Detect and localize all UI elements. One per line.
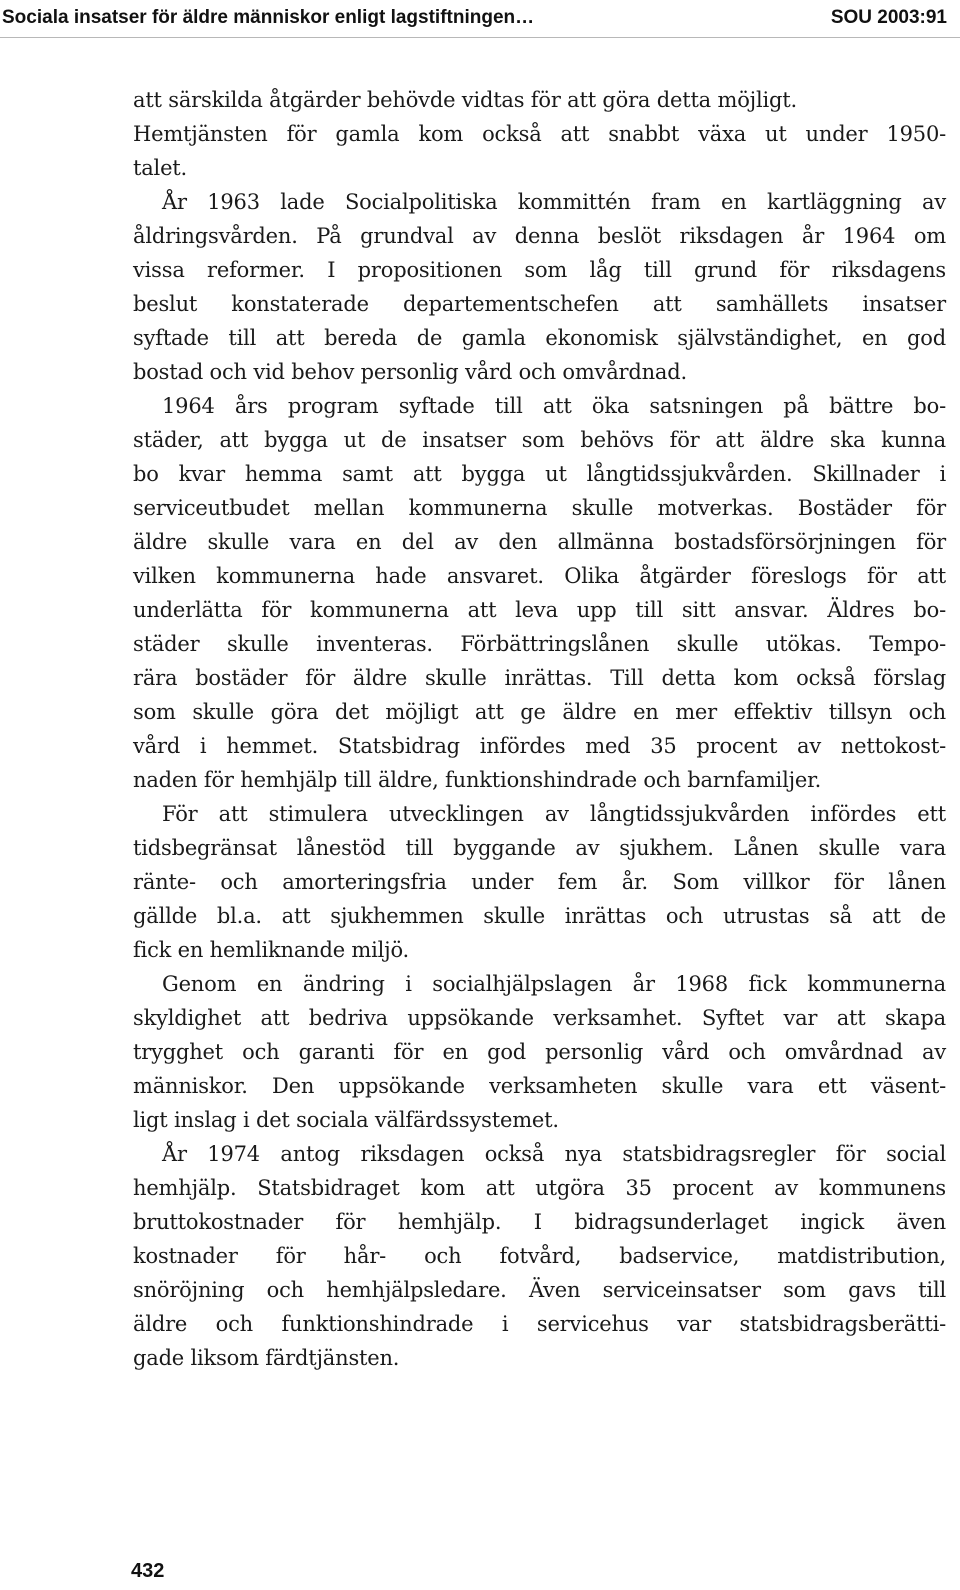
text-line: tidsbegränsat lånestöd till byggande av sjukhem. Lånen skulle vara [133, 836, 946, 860]
text-line: städer, att bygga ut de insatser som behövs för att äldre ska kunna [133, 428, 946, 452]
text-line: serviceutbudet mellan kommunerna skulle motverkas. Bostäder för [133, 496, 946, 520]
text-line: bruttokostnader för hemhjälp. I bidragsunderlaget ingick även [133, 1210, 946, 1234]
text-line: snöröjning och hemhjälpsledare. Även serviceinsatser som gavs till [133, 1278, 946, 1302]
text-line: 1964 års program syftade till att öka satsningen på bättre bo- [162, 394, 946, 418]
text-line: åldringsvården. På grundval av denna beslöt riksdagen år 1964 om [133, 224, 946, 248]
text-line: vilken kommunerna hade ansvaret. Olika åtgärder föreslogs för att [133, 564, 946, 588]
text-line: naden för hemhjälp till äldre, funktionshindrade och barnfamiljer. [133, 768, 822, 792]
text-line: År 1974 antog riksdagen också nya statsbidragsregler för social [162, 1142, 946, 1166]
text-line: kostnader för hår- och fotvård, badservice, matdistribution, [133, 1244, 946, 1268]
text-line: människor. Den uppsökande verksamheten skulle vara ett väsent- [133, 1074, 946, 1098]
text-line: skyldighet att bedriva uppsökande verksamhet. Syftet var att skapa [133, 1006, 946, 1030]
text-line: att särskilda åtgärder behövde vidtas för att göra detta möjligt. [133, 88, 797, 112]
text-line: bostad och vid behov personlig vård och omvårdnad. [133, 360, 687, 384]
text-line: ränte- och amorteringsfria under fem år. Som villkor för lånen [133, 870, 946, 894]
text-line: städer skulle inventeras. Förbättringslånen skulle utökas. Tempo- [133, 632, 946, 656]
text-line: beslut konstaterade departementschefen att samhällets insatser [133, 292, 946, 316]
text-line: År 1963 lade Socialpolitiska kommittén fram en kartläggning av [162, 190, 946, 214]
text-line: Hemtjänsten för gamla kom också att snabbt växa ut under 1950- [133, 122, 946, 146]
text-line: rära bostäder för äldre skulle inrättas. Till detta kom också förslag [133, 666, 946, 690]
text-line: underlätta för kommunerna att leva upp till sitt ansvar. Äldres bo- [133, 598, 946, 622]
text-line: gade liksom färdtjänsten. [133, 1346, 400, 1370]
text-line: För att stimulera utvecklingen av långtidssjukvården infördes ett [162, 802, 946, 826]
text-line: äldre och funktionshindrade i servicehus var statsbidragsberätti- [133, 1312, 946, 1336]
text-line: vård i hemmet. Statsbidrag infördes med 35 procent av nettokost- [133, 734, 946, 758]
text-line: bo kvar hemma samt att bygga ut långtidssjukvården. Skillnader i [133, 462, 946, 486]
text-line: trygghet och garanti för en god personlig vård och omvårdnad av [133, 1040, 946, 1064]
text-line: fick en hemliknande miljö. [133, 938, 410, 962]
text-line: hemhjälp. Statsbidraget kom att utgöra 35 procent av kommunens [133, 1176, 946, 1200]
text-line: äldre skulle vara en del av den allmänna bostadsförsörjningen för [133, 530, 946, 554]
header-report-number: SOU 2003:91 [830, 7, 947, 28]
text-line: talet. [133, 156, 188, 180]
text-line: gällde bl.a. att sjukhemmen skulle inrättas och utrustas så att de [133, 904, 946, 928]
text-line: Genom en ändring i socialhjälpslagen år 1968 fick kommunerna [162, 972, 946, 996]
page-number: 432 [131, 1560, 165, 1582]
text-line: vissa reformer. I propositionen som låg till grund för riksdagens [133, 258, 946, 282]
header-title: Sociala insatser för äldre människor enligt lagstiftningen… [2, 7, 535, 28]
text-line: syftade till att bereda de gamla ekonomisk självständighet, en god [133, 326, 946, 350]
text-line: ligt inslag i det sociala välfärdssystemet. [133, 1108, 559, 1132]
body-text [133, 83, 946, 1375]
text-line: som skulle göra det möjligt att ge äldre en mer effektiv tillsyn och [133, 700, 946, 724]
running-header [0, 0, 960, 38]
